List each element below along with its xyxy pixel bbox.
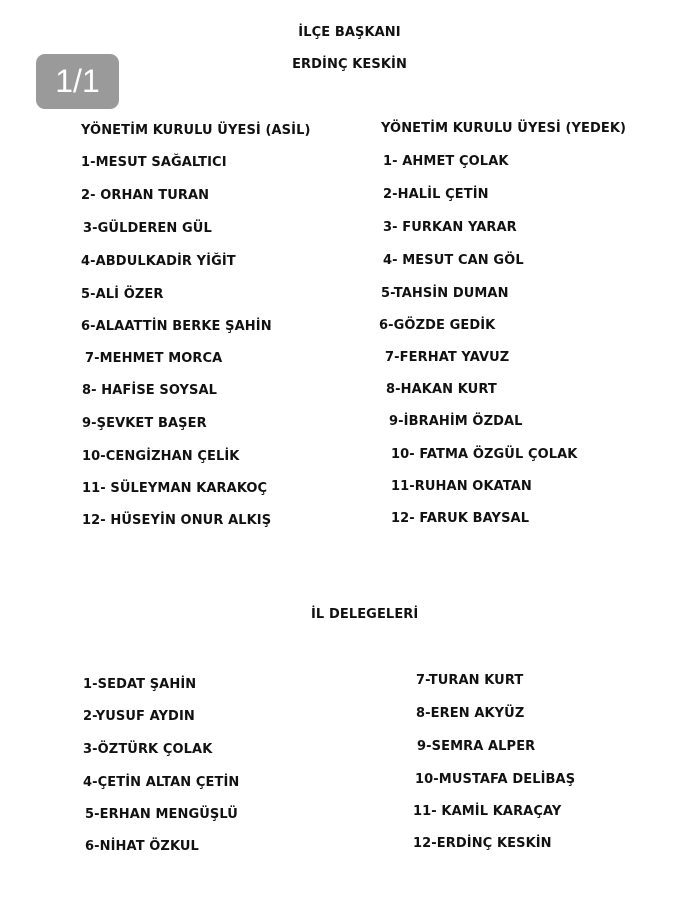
- board-member-yedek: 1- AHMET ÇOLAK: [383, 154, 509, 169]
- board-member-asil: 9-ŞEVKET BAŞER: [82, 416, 207, 431]
- board-member-yedek: 12- FARUK BAYSAL: [391, 511, 530, 526]
- delegate-item: 11- KAMİL KARAÇAY: [413, 804, 562, 819]
- position-title: İLÇE BAŞKANI: [298, 25, 401, 40]
- board-member-yedek: 8-HAKAN KURT: [386, 382, 497, 397]
- board-member-yedek: 3- FURKAN YARAR: [383, 220, 517, 235]
- board-member-asil: 6-ALAATTİN BERKE ŞAHİN: [81, 319, 272, 334]
- board-member-yedek: 4- MESUT CAN GÖL: [383, 253, 524, 268]
- board-member-asil: 2- ORHAN TURAN: [81, 188, 210, 203]
- board-member-asil: 1-MESUT SAĞALTICI: [81, 155, 227, 170]
- board-member-asil: 5-ALİ ÖZER: [81, 287, 164, 302]
- board-member-yedek: 7-FERHAT YAVUZ: [385, 350, 510, 365]
- board-member-yedek: 5-TAHSİN DUMAN: [381, 286, 509, 301]
- page-indicator-badge: 1/1: [36, 54, 119, 109]
- board-member-asil: 10-CENGİZHAN ÇELİK: [82, 449, 240, 464]
- board-yedek-heading: YÖNETİM KURULU ÜYESİ (YEDEK): [381, 121, 627, 136]
- board-member-yedek: 6-GÖZDE GEDİK: [379, 318, 496, 333]
- board-member-asil: 3-GÜLDEREN GÜL: [83, 221, 212, 236]
- board-member-asil: 12- HÜSEYİN ONUR ALKIŞ: [82, 513, 272, 528]
- board-member-asil: 11- SÜLEYMAN KARAKOÇ: [82, 481, 268, 496]
- delegate-item: 3-ÖZTÜRK ÇOLAK: [83, 742, 213, 757]
- delegate-item: 5-ERHAN MENGÜŞLÜ: [85, 807, 238, 822]
- delegate-item: 1-SEDAT ŞAHİN: [83, 677, 197, 692]
- board-member-asil: 8- HAFİSE SOYSAL: [82, 383, 218, 398]
- board-member-yedek: 2-HALİL ÇETİN: [383, 187, 489, 202]
- board-member-yedek: 10- FATMA ÖZGÜL ÇOLAK: [391, 447, 578, 462]
- board-asil-heading: YÖNETİM KURULU ÜYESİ (ASİL): [81, 123, 311, 138]
- board-member-yedek: 11-RUHAN OKATAN: [391, 479, 532, 494]
- delegate-item: 10-MUSTAFA DELİBAŞ: [415, 772, 576, 787]
- board-member-yedek: 9-İBRAHİM ÖZDAL: [389, 414, 523, 429]
- board-member-asil: 7-MEHMET MORCA: [85, 351, 223, 366]
- delegate-item: 9-SEMRA ALPER: [417, 739, 536, 754]
- delegate-item: 7-TURAN KURT: [416, 673, 524, 688]
- delegate-item: 4-ÇETİN ALTAN ÇETİN: [83, 775, 240, 790]
- delegate-item: 2-YUSUF AYDIN: [83, 709, 195, 724]
- chair-name: ERDİNÇ KESKİN: [292, 57, 407, 72]
- delegate-item: 6-NİHAT ÖZKUL: [85, 839, 199, 854]
- delegates-heading: İL DELEGELERİ: [311, 607, 419, 622]
- board-member-asil: 4-ABDULKADİR YİĞİT: [81, 254, 236, 269]
- delegate-item: 12-ERDİNÇ KESKİN: [413, 836, 552, 851]
- delegate-item: 8-EREN AKYÜZ: [416, 706, 525, 721]
